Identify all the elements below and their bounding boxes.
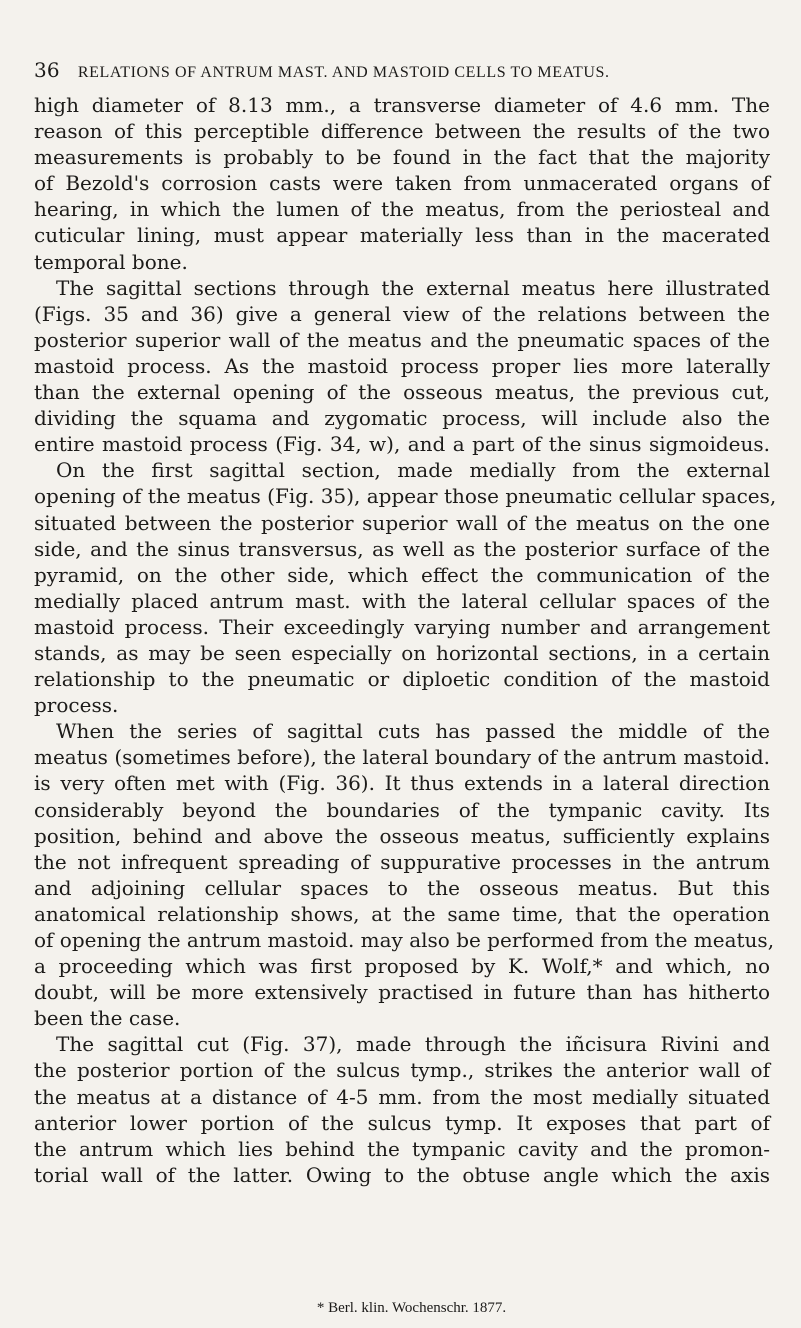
text-line: hearing, in which the lumen of the meatus, from the periosteal and bbox=[34, 197, 770, 222]
text-line: opening of the meatus (Fig. 35), appear those pneumatic cellular spaces, bbox=[34, 484, 777, 509]
text-line: considerably beyond the boundaries of the tympanic cavity. Its bbox=[34, 797, 770, 822]
text-line: than the external opening of the osseous meatus, the previous cut, bbox=[34, 380, 770, 405]
text-line: doubt, will be more extensively practised in future than has hitherto bbox=[34, 980, 770, 1005]
text-line: been the case. bbox=[34, 1006, 181, 1031]
text-line: posterior superior wall of the meatus and the pneumatic spaces of the bbox=[34, 327, 770, 352]
text-line: measurements is probably to be found in the fact that the majority bbox=[34, 145, 770, 170]
text-line: stands, as may be seen especially on horizontal sections, in a certain bbox=[34, 640, 770, 665]
text-line: medially placed antrum mast. with the lateral cellular spaces of the bbox=[34, 588, 770, 613]
text-line: of opening the antrum mastoid. may also be performed from the meatus, bbox=[34, 928, 775, 952]
running-head bbox=[34, 58, 774, 82]
text-line: the not infrequent spreading of suppurative processes in the antrum bbox=[34, 849, 770, 874]
text-line: the antrum which lies behind the tympanic cavity and the promon- bbox=[34, 1136, 770, 1161]
text-line: When the series of sagittal cuts has passed the middle of the bbox=[56, 719, 770, 744]
text-line: process. bbox=[34, 693, 119, 718]
page-number: 36 bbox=[34, 58, 60, 82]
text-line: dividing the squama and zygomatic process, will include also the bbox=[34, 406, 770, 431]
text-line: anatomical relationship shows, at the same time, that the operation bbox=[34, 901, 770, 926]
text-line: pyramid, on the other side, which effect the communication of the bbox=[34, 562, 770, 587]
text-line: On the first sagittal section, made medially from the external bbox=[56, 458, 770, 483]
text-line: side, and the sinus transversus, as well as the posterior surface of the bbox=[34, 536, 770, 561]
text-line: temporal bone. bbox=[34, 249, 188, 274]
text-line: meatus (sometimes before), the lateral boundary of the antrum mastoid. bbox=[34, 745, 770, 770]
text-line: (Figs. 35 and 36) give a general view of the relations between the bbox=[34, 301, 770, 326]
text-line: and adjoining cellular spaces to the osseous meatus. But this bbox=[34, 875, 770, 900]
text-line: of Bezold's corrosion casts were taken from unmacerated organs of bbox=[34, 171, 770, 196]
body-text bbox=[34, 92, 777, 1188]
text-line: position, behind and above the osseous meatus, sufficiently explains bbox=[34, 823, 770, 848]
text-line: a proceeding which was first proposed by K. Wolf,* and which, no bbox=[34, 954, 770, 979]
text-line: entire mastoid process (Fig. 34, w), and a part of the sinus sigmoideus. bbox=[34, 432, 770, 457]
text-line: The sagittal cut (Fig. 37), made through the iñcisura Rivini and bbox=[56, 1032, 770, 1057]
text-line: The sagittal sections through the external meatus here illustrated bbox=[56, 275, 770, 300]
text-line: anterior lower portion of the sulcus tymp. It exposes that part of bbox=[34, 1110, 770, 1135]
text-line: high diameter of 8.13 mm., a transverse diameter of 4.6 mm. The bbox=[34, 93, 770, 117]
running-title: RELATIONS OF ANTRUM MAST. AND MASTOID CELLS TO MEATUS. bbox=[77, 64, 610, 81]
footnote: * Berl. klin. Wochenschr. 1877. bbox=[316, 1300, 507, 1316]
text-line: torial wall of the latter. Owing to the obtuse angle which the axis bbox=[34, 1162, 770, 1187]
text-line: mastoid process. As the mastoid process proper lies more laterally bbox=[34, 353, 770, 378]
text-line: situated between the posterior superior wall of the meatus on the one bbox=[34, 510, 770, 535]
text-line: is very often met with (Fig. 36). It thus extends in a lateral direction bbox=[34, 771, 770, 796]
text-line: reason of this perceptible difference between the results of the two bbox=[34, 119, 770, 144]
text-line: mastoid process. Their exceedingly varying number and arrangement bbox=[34, 614, 770, 639]
text-line: relationship to the pneumatic or diploetic condition of the mastoid bbox=[34, 667, 770, 692]
text-line: the posterior portion of the sulcus tymp., strikes the anterior wall of bbox=[34, 1058, 770, 1083]
text-line: cuticular lining, must appear materially less than in the macerated bbox=[34, 223, 770, 248]
text-line: the meatus at a distance of 4-5 mm. from the most medially situated bbox=[34, 1084, 770, 1109]
